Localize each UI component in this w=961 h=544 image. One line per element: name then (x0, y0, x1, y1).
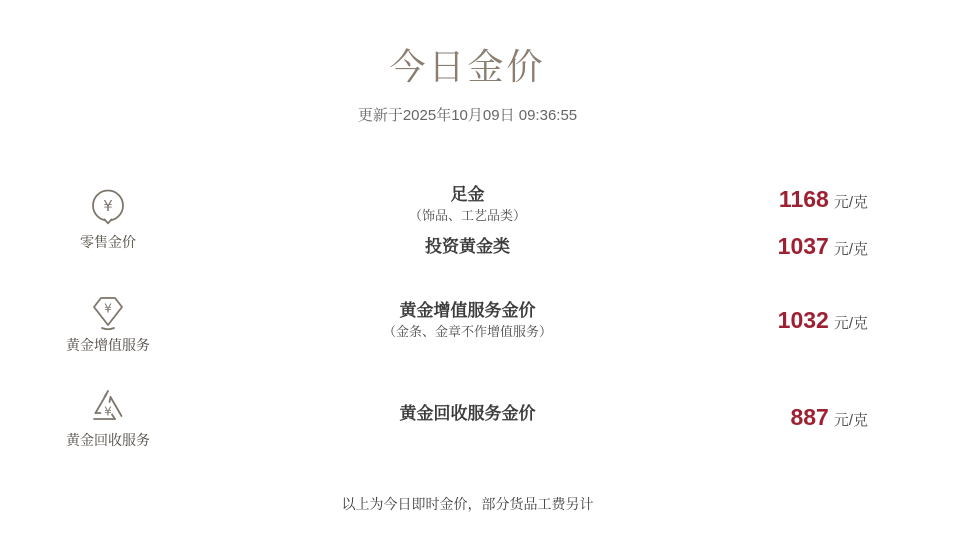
price-unit: 元/克 (833, 194, 868, 211)
price-unit: 元/克 (833, 315, 868, 332)
row-title: 足金 (450, 185, 485, 204)
section-recycle (0, 404, 961, 448)
price-investment-gold (778, 233, 868, 259)
row-note: （金条、金章不作增值服务） (382, 324, 552, 339)
svg-text:¥: ¥ (104, 300, 112, 316)
updated-timestamp: 更新于2025年10月09日 09:36:55 (357, 107, 578, 124)
price-unit: 元/克 (833, 412, 868, 429)
row-title: 黄金增值服务金价 (399, 301, 536, 320)
price-sections (0, 180, 961, 448)
price-value: 1032 (777, 307, 829, 333)
header (0, 0, 961, 126)
price-value-added (778, 307, 868, 333)
price-recycle (790, 404, 868, 430)
svg-text:¥: ¥ (103, 197, 113, 215)
row-note: （饰品、工艺品类） (408, 208, 526, 223)
footer-disclaimer: 以上为今日即时金价，部分货品工费另计 (341, 496, 594, 512)
row-title: 投资黄金类 (425, 237, 510, 256)
section-retail-gold (0, 180, 961, 259)
price-value: 887 (790, 404, 829, 430)
row-title: 黄金回收服务金价 (399, 404, 536, 423)
price-unit: 元/克 (833, 241, 868, 258)
page-title: 今日金价 (389, 47, 546, 88)
price-value: 1037 (777, 233, 829, 259)
svg-text:¥: ¥ (104, 404, 112, 419)
price-full-gold (779, 186, 868, 212)
section-label: 零售金价 (80, 234, 136, 250)
section-label: 黄金回收服务 (66, 432, 150, 448)
price-value: 1168 (778, 186, 829, 212)
section-label: 黄金增值服务 (66, 337, 150, 353)
section-value-added (0, 301, 961, 359)
